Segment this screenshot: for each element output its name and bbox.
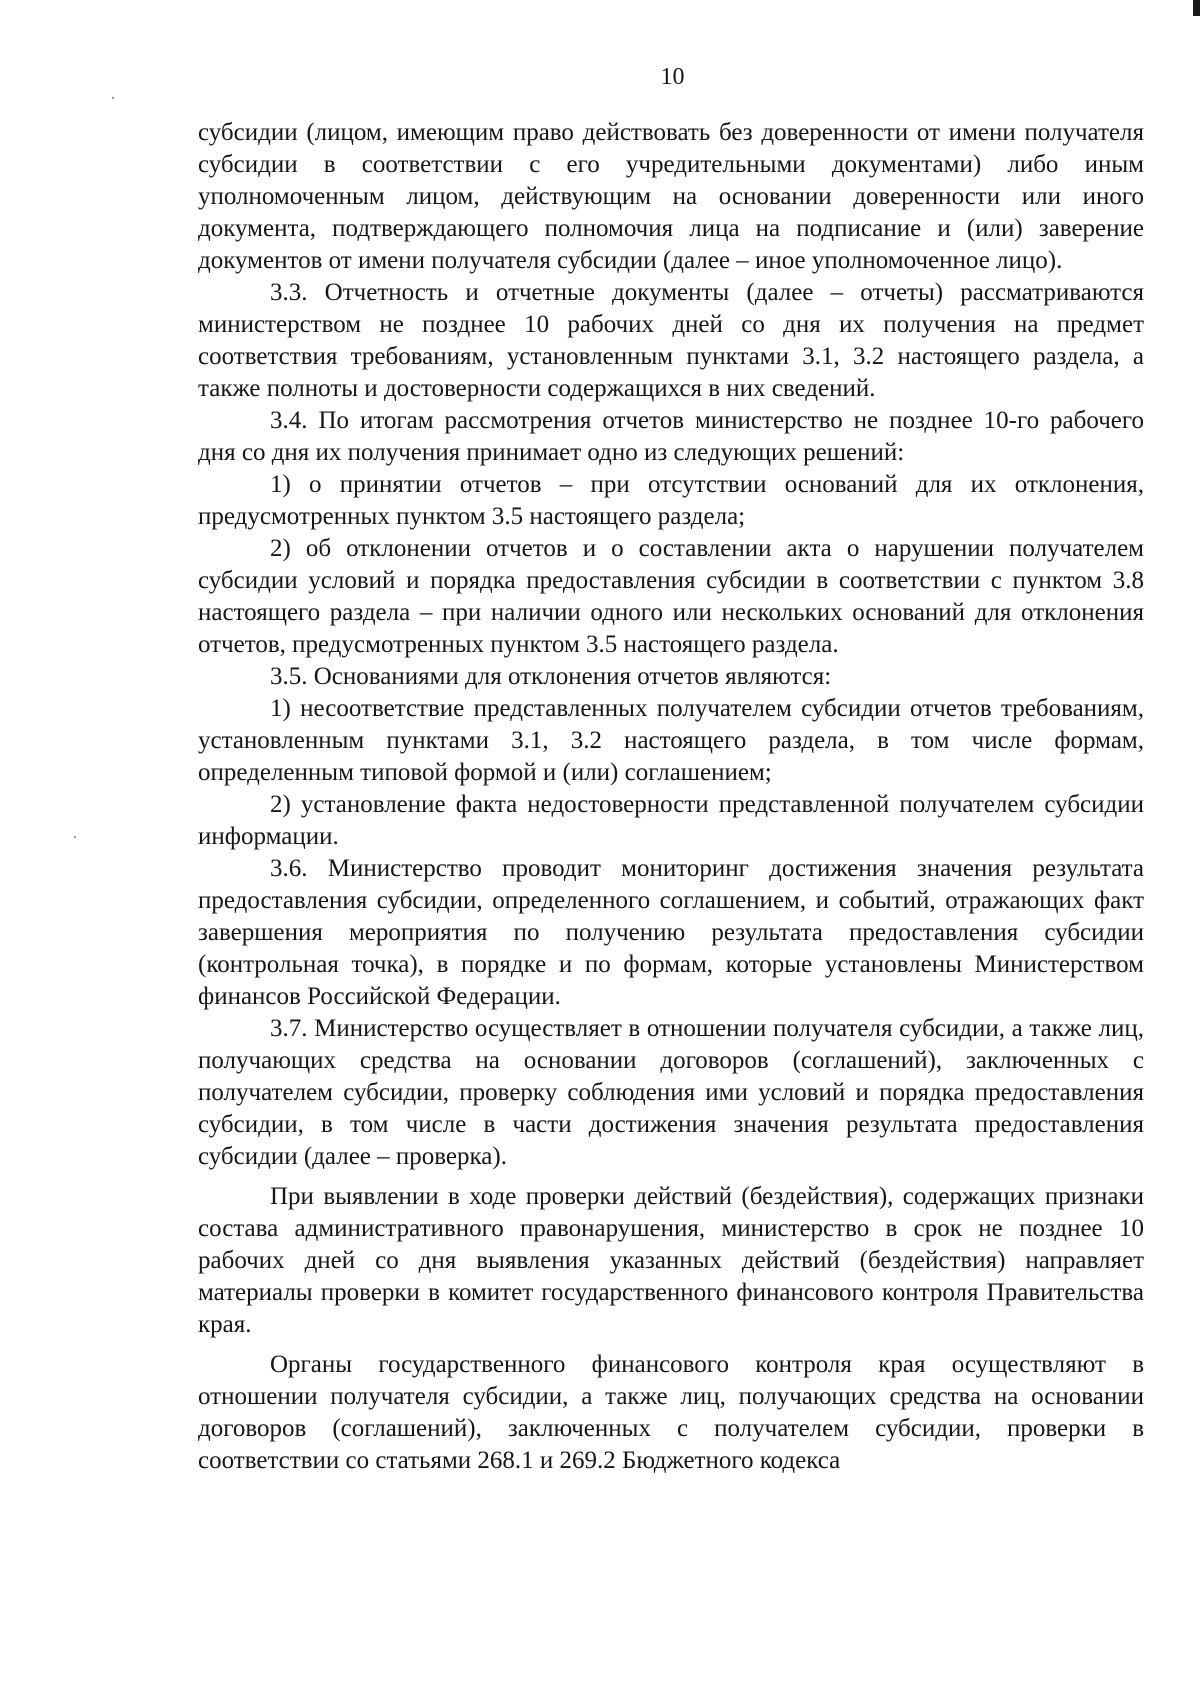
paragraph-3-7: 3.7. Министерство осуществляет в отношении получателя субсидии, а также лиц, получающих средства на основании договоров (соглашений), заключенных с получателем субсидии, проверку соблюдения ими условий и порядка предоставления субсидии, в том числе в части достижения значения результата предоставления субсидии (далее – проверка). (198, 1015, 1144, 1170)
scan-speck (74, 836, 76, 838)
scan-edge-mark (1193, 0, 1200, 16)
paragraph-3-5-item-2: 2) установление факта недостоверности представленной получателем субсидии информации. (198, 791, 1144, 850)
scan-speck (112, 97, 114, 99)
paragraph-3-5-item-1: 1) несоответствие представленных получателем субсидии отчетов требованиям, установленным пунктами 3.1, 3.2 настоящего раздела, в том числе формам, определенным типовой формой и (или) соглашением; (198, 695, 1144, 786)
paragraph-3-4-item-2: 2) об отклонении отчетов и о составлении акта о нарушении получателем субсидии условий и порядка предоставления субсидии в соответствии с пунктом 3.8 настоящего раздела – при наличии одного или нескольких оснований для отклонения отчетов, предусмотренных пунктом 3.5 настоящего раздела. (198, 535, 1144, 658)
page-number: 10 (660, 64, 685, 90)
paragraph-3-4-item-1: 1) о принятии отчетов – при отсутствии оснований для их отклонения, предусмотренных пунктом 3.5 настоящего раздела; (198, 471, 1144, 530)
paragraph-3-3: 3.3. Отчетность и отчетные документы (далее – отчеты) рассматриваются министерством не позднее 10 рабочих дней со дня их получения на предмет соответствия требованиям, установленным пунктами 3.1, 3.2 настоящего раздела, а также полноты и достоверности содержащихся в них сведений. (198, 279, 1144, 402)
paragraph-3-4: 3.4. По итогам рассмотрения отчетов министерство не позднее 10-го рабочего дня со дня их получения принимает одно из следующих решений: (198, 407, 1144, 466)
paragraph-violation-report: При выявлении в ходе проверки действий (бездействия), содержащих признаки состава административного правонарушения, министерство в срок не позднее 10 рабочих дней со дня выявления указанных действий (бездействия) направляет материалы проверки в комитет государственного финансового контроля Правительства края. (198, 1183, 1144, 1338)
paragraph-3-5: 3.5. Основаниями для отклонения отчетов являются: (270, 663, 832, 690)
paragraph-continuation: субсидии (лицом, имеющим право действовать без доверенности от имени получателя субсидии в соответствии с его учредительными документами) либо иным уполномоченным лицом, действующим на основании доверенности или иного документа, подтверждающего полномочия лица на подписание и (или) заверение документов от имени получателя субсидии (далее – иное уполномоченное лицо). (198, 119, 1144, 274)
paragraph-state-control: Органы государственного финансового контроля края осуществляют в отношении получателя субсидии, а также лиц, получающих средства на основании договоров (соглашений), заключенных с получателем субсидии, проверки в соответствии со статьями 268.1 и 269.2 Бюджетного кодекса (198, 1351, 1144, 1474)
document-body (198, 117, 1144, 1477)
paragraph-3-6: 3.6. Министерство проводит мониторинг достижения значения результата предоставления субсидии, определенного соглашением, и событий, отражающих факт завершения мероприятия по получению результата предоставления субсидии (контрольная точка), в порядке и по формам, которые установлены Министерством финансов Российской Федерации. (198, 855, 1144, 1010)
